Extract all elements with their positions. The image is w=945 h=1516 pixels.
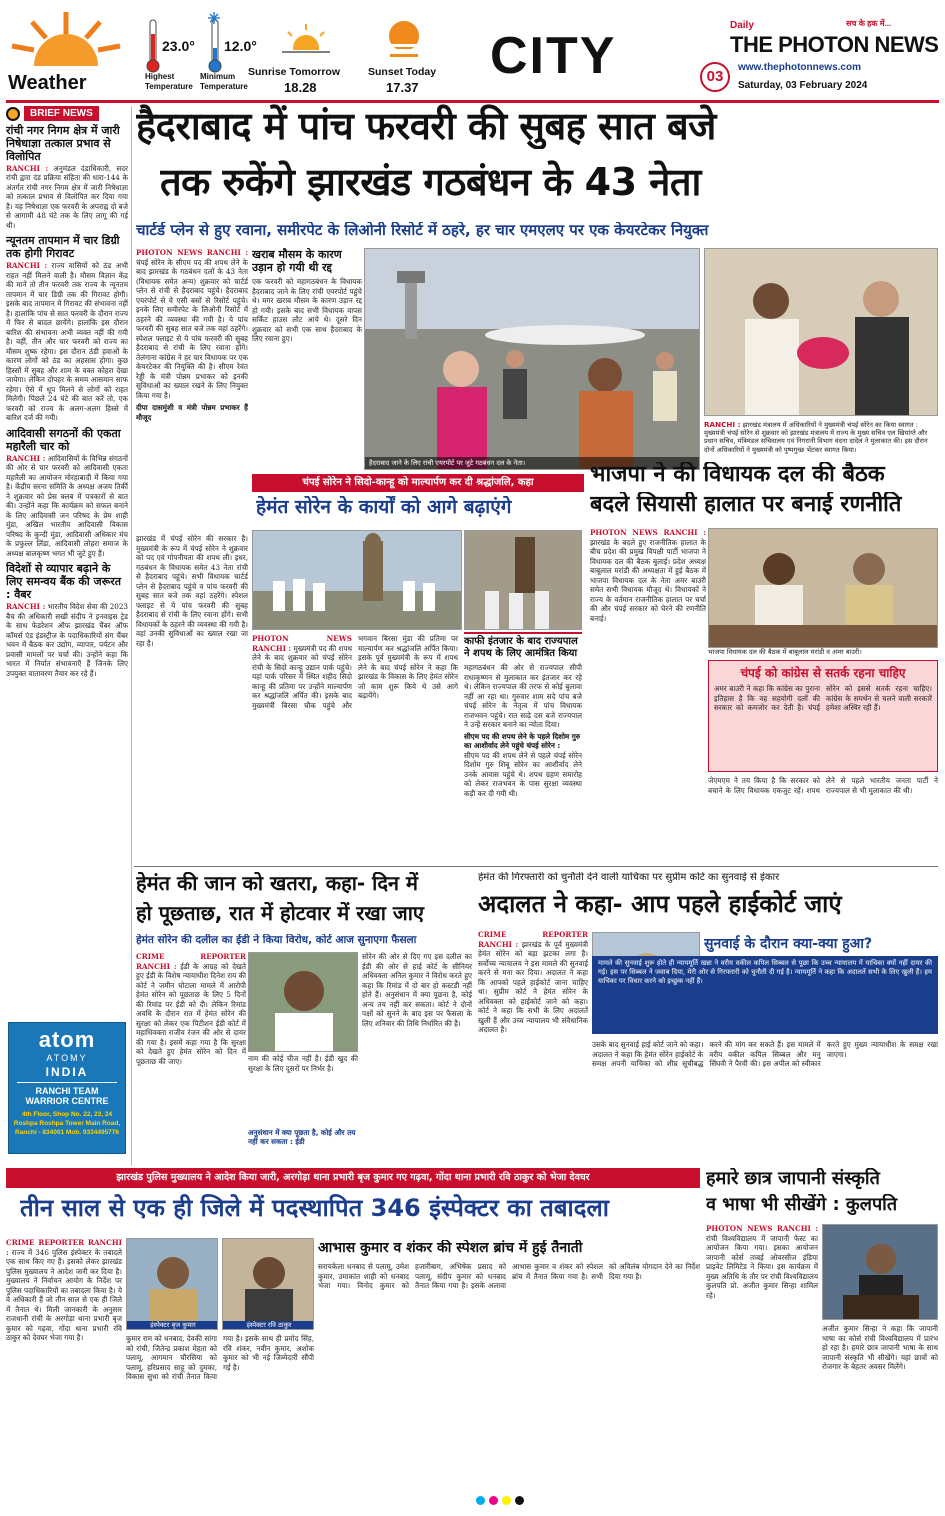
temp-high: 23.0°	[162, 38, 195, 54]
sunrise-label: Sunrise Tomorrow	[248, 66, 340, 78]
aabhas-headline: आभास कुमार व शंकर की स्पेशल ब्रांच में हुई तैनाती	[318, 1240, 583, 1256]
website-link[interactable]: www.thephotonnews.com	[738, 62, 861, 73]
temp-low-label: Minimum Temperature	[200, 72, 248, 91]
dateline: RANCHI :	[6, 261, 48, 271]
brief-item	[6, 428, 128, 558]
sc-box-body: मामले की सुनवाई शुरू होते ही न्यायमूर्ति खन्ना ने वरीय वकील कपिल सिब्बल से पूछा कि उच्च न्यायालय में याचिका क्यों नहीं दायर की गई। इस पर सिब्बल ने जवाब दिया, मेरी ओर से गिरफ्तारी को चुनौती दी गई है। न्यायमूर्ति ने कहा कि अदालतें सभी के लिए खुली हैं। हम याचिका पर विचार करने को इच्छुक नहीं हैं।	[598, 959, 932, 985]
ed-body: CRIME REPORTER RANCHI : ईडी के आग्रह को देखते हुए ईडी के विशेष न्यायाधीश दिनेश राय की कोर्ट ने जमीन घोटाला मामले में आरोपी हेमंत सोरेन को पूछताछ के लिए 5 दिनों की रिमांड पर ईडी को दी। लेकिन रिमांड अवधि के दौरान रात में हेमंत सोरेन की सुरक्षा को लेकर एक पिटीशन ईडी कोर्ट में महाधिवक्ता राजीव रंजन की ओर से दायर की गया है। इसमें कहा गया है कि सुरक्षा को देखते हुए हेमंत सोरेन को दिन में पूछताछ की जाए।	[136, 952, 246, 1066]
section-rule	[134, 866, 938, 867]
bjp-body: PHOTON NEWS RANCHI : झारखंड के बदले हुए राजनीतिक हालात के बीच प्रदेश की प्रमुख विपक्षी पार्टी भाजपा ने विधायक दल की बैठक बुलाई। प्रदेश अध्यक्ष बाबूलाल मरांडी की अध्यक्षता में हुई बैठक में भाजपा विधायक दल के नेता अमर बाउरी समेत सभी विधायक मौजूद थे। विधायकों ने राज्य के वर्तमान राजनीतिक हालात पर चर्चा की और चंपई सरकार को घेरने की रणनीति बनाई।	[590, 528, 706, 623]
thermometer-icon	[208, 18, 222, 74]
box-headline: खराब मौसम के कारण उड़ान हो गयी थी रद्द	[252, 248, 342, 275]
cm-welcome-photo-image	[705, 249, 938, 416]
ad-line2: WARRIOR CENTRE	[25, 1096, 109, 1106]
brief-item	[6, 125, 128, 230]
brief-column	[6, 106, 128, 1171]
lead-subheadline: चार्टर्ड प्लेन से हुए रवाना, समीरपेट के लिओनी रिसोर्ट में ठहरे, हर चार एमएलए पर एक केयरटेकर नियुक्त	[136, 222, 709, 239]
inspector-braj-photo-image	[127, 1239, 218, 1330]
police-band: झारखंड पुलिस मुख्यालय ने आदेश किया जारी, अरगोड़ा थाना प्रभारी बृज कुमार गए गढ़वा, गोंदा थाना प्रभारी रवि ठाकुर को भेजा देवघर	[6, 1168, 700, 1188]
police-headline: तीन साल से एक ही जिले में पदस्थापित 346 इंस्पेक्टर का तबादला	[20, 1194, 610, 1222]
airport-photo-image	[365, 249, 700, 470]
ed-photo-caption: नाम की कोई चीज नहीं है। ईडी खुद की सुरक्षा के लिए दूसरों पर निर्भर है।	[248, 1054, 358, 1073]
inspector-ravi-photo	[222, 1238, 314, 1330]
masthead-rule	[6, 100, 939, 103]
bjp-headline-2: बदले सियासी हालात पर बनाई रणनीति	[590, 492, 902, 517]
bjp-photo-image	[709, 529, 938, 648]
sunset-label: Sunset Today	[368, 66, 437, 78]
governor-headline: काफी इंतजार के बाद राज्यपाल ने शपथ के लिए आमंत्रित किया	[464, 632, 582, 660]
inspector-ravi-photo-image	[223, 1239, 314, 1330]
brief-headline: न्यूनतम तापमान में चार डिग्री तक होगी गिरावट	[6, 234, 120, 261]
statue-photo-image	[253, 531, 462, 630]
daily-label: Daily	[730, 20, 754, 31]
ed-subhead: अनुसंधान में क्या पूछता है, कोई और तय नहीं कर सकता : ईडी	[248, 1128, 356, 1147]
sc-body-2: उसके बाद सुनवाई हाई कोर्ट जाने को कहा। अदालत ने कहा कि हेमंत सोरेन हाईकोर्ट के समक्ष अपनी याचिका को शीघ्र सूचीबद्ध करने की मांग कर सकते हैं। इस मामले में वरीय वकील कपिल सिब्बल और मनु सिंघवी ने पैरवी की। इस अपील को स्वीकार करते हुए मुख्य न्यायाधीश के समक्ष रखा जाएगा।	[592, 1040, 938, 1068]
paper-tagline: सच के हक में...	[846, 19, 892, 28]
sc-box	[592, 956, 938, 1034]
news-icon	[6, 107, 20, 121]
issue-date: Saturday, 03 February 2024	[738, 80, 868, 91]
sc-headline: अदालत ने कहा- आप पहले हाईकोर्ट जाएं	[478, 890, 842, 918]
japan-headline-1: हमारे छात्र जापानी संस्कृति	[706, 1168, 880, 1189]
brief-headline: रांची नगर निगम क्षेत्र में जारी निषेधाज्ञा तत्काल प्रभाव से विलोपित	[6, 124, 120, 163]
brief-headline: आदिवासी सगठनों की एकता महारैली चार को	[6, 426, 121, 453]
lead-headline-2: तक रुकेंगे झारखंड गठबंधन के 43 नेता	[160, 160, 701, 204]
brief-body: भारतीय विदेश सेवा की 2023 बैच की अधिकारी सखी संदीप ने इनवाइस ट्रेड के साथ फेडरेशन ऑफ झारखंड चैंबर ऑफ कॉमर्स एंड इंडस्ट्रीज के पदाधिकारियों संग चैंबर भवन में बैठक कर उद्योग, व्यापार, पर्यटन और प्रवासी मामलों पर चर्चा की। उन्होंने कहा कि भारत में निर्यात संभावनाएँ हैं जिनके लिए उपयुक्त वातावरण तैयार कर रहे हैं।	[6, 602, 128, 678]
bjp-box-headline: चंपई को कांग्रेस से सतर्क रहना चाहिए	[740, 666, 906, 680]
cm-welcome-caption: RANCHI : झारखंड मंत्रालय में अधिकारियों ने मुख्यमंत्री चंपई सोरेन का किया स्वागत : मुख्यमंत्री चंपई सोरेन से शुक्रवार को झारखंड मंत्रालय में राज्य के मुख्य सचिव एल खियांग्ते और प्रधान सचिव, मंत्रिमंडल सचिवालय एवं निगरानी विभाग वंदना दादेल ने मुलाकात की। इस दौरान दोनों अधिकारियों ने मुख्यमंत्री को पुष्पगुच्छ भेंटकर स्वागत किया।	[704, 420, 928, 454]
brief-label: BRIEF NEWS	[6, 106, 128, 121]
sunrise-icon	[276, 22, 336, 62]
hemant-photo	[248, 952, 358, 1052]
sc-kicker: हेमंत की गिरफ्तारी को चुनौती देने वाली याचिका पर सुप्रीम कोर्ट का सुनवाई से इंकार	[478, 872, 780, 883]
cm-welcome-photo	[704, 248, 938, 416]
inspector-braj-photo	[126, 1238, 218, 1330]
box-body: एक फरवरी को महागठबंधन के विधायक हैदराबाद जाने के लिए रांची एयरपोर्ट पहुंचे थे। मगर खराब मौसम के कारण उड़ान रद्द हो गयी। इसके बाद सभी विधायक वापस सर्किट हाउस लौट आये थे। दूसरे दिन शुक्रवार को सभी एक साथ हैदराबाद के लिए रवाना हुए।	[252, 277, 362, 344]
bjp-box-body: अमर बाउरी ने कहा कि कांग्रेस का पुराना इतिहास है कि वह सहयोगी दलों की सरकार को कमजोर कर देती है। चंपई सोरेन को इससे सतर्क रहना चाहिए। कांग्रेस के समर्थन से चलने वाली सरकारें हमेशा अस्थिर रही हैं।	[714, 684, 932, 712]
ed-headline-1: हेमंत की जान को खतरा, कहा- दिन में	[136, 872, 418, 895]
ad-line1: RANCHI TEAM	[35, 1086, 99, 1096]
governor-box	[464, 632, 582, 864]
bjp-box	[708, 660, 938, 772]
tribute-photo-image	[465, 531, 582, 630]
weather-label: Weather	[8, 72, 87, 94]
dateline: RANCHI :	[6, 453, 46, 463]
bjp-photo-caption: भाजपा विधायक दल की बैठक में बाबूलाल मरांडी व अमर बाउरी।	[708, 648, 862, 656]
temp-low: 12.0°	[224, 38, 257, 54]
dateline: PHOTON NEWS RANCHI :	[136, 248, 248, 257]
sunset-time: 17.37	[386, 80, 419, 95]
ed-headline-2: हो पूछताछ, रात में होटवार में रखा जाए	[136, 902, 424, 925]
sc-box-headline: सुनवाई के दौरान क्या-क्या हुआ?	[704, 936, 873, 952]
ed-body-2: सोरेन की ओर से दिए गए इस दलील का ईडी की ओर से हाई कोर्ट के सीनियर अधिवक्ता अनिल कुमार ने विरोध करते हुए कहा कि रिमांड में दो बार हो कस्टडी नहीं होते हैं। अनुसंधान में क्या पूछना है, कोई अन्य तय नहीं कर सकता। कोर्ट ने दोनों पक्षों को सुनने के बाद इस पर फैसला के लिए शनिवार की तिथि निर्धारित की है।	[362, 952, 472, 1028]
brief-body: आदिवासियों के विभिन्न संगठनों की ओर से चार फरवरी को आदिवासी एकता महारैली का आयोजन मोरहाबादी में किया गया है। केंद्रीय सरना समिति के अध्यक्ष अजय तिर्की ने शुक्रवार को प्रेस क्लब में पत्रकारों से बात की। उन्होंने कहा कि कार्यक्रम को सफल बनाने के लिए आदिवासी जन परिषद के प्रेम शाही मुंडा, अखिल भारतीय आदिवासी विकास परिषद के कुन्दी मुंडा, आदिवासी अधिकार मंच के प्रफुल्ल लिंडा, आदिवासी लोहरा समाज के अध्यक्ष बालकृष्ण भगत भी जुटे हुए हैं।	[6, 453, 128, 558]
bjp-headline-1: भाजपा ने की विधायक दल की बैठक	[590, 462, 885, 487]
governor-body: महागठबंधन की ओर से राज्यपाल सीपी राधाकृष्णन से मुलाकात कर इंतजार कर रहे थे। लेकिन राज्यपाल की तरफ से कोई बुलावा नहीं आ रहा था। गुरुवार शाम सदे पांच बजे चंपई सोरेन के नेतृत्व में पांच विधायक राजभवन पहुंचे। रात साढ़े दस बजे राज्यपाल ने उन्हें सरकार बनाने का न्योता दिया।	[464, 663, 582, 730]
print-color-bar	[200, 1496, 800, 1506]
ad-brand-sub: ATOMY	[46, 1053, 88, 1063]
hemant-headline: हेमंत सोरेन के कार्यों को आगे बढ़ाएंगे	[256, 496, 512, 518]
masthead	[0, 0, 945, 100]
dateline: RANCHI :	[6, 163, 49, 173]
lead-column-1b	[136, 534, 248, 864]
vc-photo-image	[823, 1225, 938, 1320]
japan-headline-2: व भाषा भी सीखेंगे : कुलपति	[706, 1194, 898, 1215]
hemant-body: PHOTON NEWS RANCHI : मुख्यमंत्री पद की शपथ लेने के बाद शुक्रवार को चंपई सोरेन रांची के सिदो कान्हू उद्यान पार्क पहुंचे। यहां पार्क परिसर में स्थित शहीद सिदो कान्हू की प्रतिमा पर उन्होंने माल्यार्पण कर श्रद्धांजलि अर्पित की। इसके बाद मुख्यमंत्री बिरसा चौक पहुंचे और भगवान बिरसा मुंडा की प्रतिमा पर माल्यार्पण कर श्रद्धांजलि अर्पित किया। इसके पूर्व मुख्यमंत्री के रूप में शपथ लेने के बाद चंपई सोरेन ने कहा कि झारखंड के विकास के लिए हेमंत सोरेन जो काम शुरू किये थे उसे आगे बढ़ायेंगे।	[252, 634, 458, 710]
brief-item	[6, 563, 128, 678]
brief-body: राज्य वासियों को ठंड अभी राहत नहीं मिलने वाली है। मौसम विज्ञान केंद्र की मानें तो तीन फरवरी तक राज्य के न्यूनतम तापमान में चार डिग्री तक की गिरावट होगी। इसके बाद तापमान में गिरावट की संभावना नहीं है। हालांकि पांच से सात फरवरी के दौरान राज्य में फिर से बादल छायेंगे। हालांकि इस दौरान बारिश की संभावना अभी व्यक्त नहीं की गयी है। वहीं, तीन और चार फरवरी को राज्य का मौसम शुष्क रहेगा। इस दौरान ठंडी हवाओं के कारण लोगों को ठंड का अहसास होगा। कुछ हिस्सों में सुबह और शाम के वक्त कोहरा देखा जायेगा। लेकिन दोपहर के समय आसमान साफ रहेगा। ऐसे में धूप मिलने से लोगों को राहत मिलेगी। पिछले 24 घंटे की बात करें तो, एक फरवरी को राज्य के अलग-अलग हिस्से में बारिश दर्ज की गयी।	[6, 261, 128, 423]
sunset-icon	[374, 16, 434, 62]
airport-photo	[364, 248, 700, 470]
brief-headline: विदेशों से व्यापार बढ़ाने के लिए समन्वय बैंक की जरूरत : वैबर	[6, 562, 122, 602]
ad-country: INDIA	[45, 1065, 89, 1079]
sc-body: CRIME REPORTER RANCHI : झारखंड के पूर्व मुख्यमंत्री हेमंत सोरेन को बड़ा झटका लगा है। सर्वोच्च न्यायालय ने इस मामले की सुनवाई करने से मना कर दिया। अदालत ने कहा कि आपको पहले हाईकोर्ट जाना चाहिए था। सुप्रीम कोर्ट ने हेमंत सोरेन के अधिवक्ता को हाईकोर्ट जाने को कहा। कोर्ट ने कहा कि सभी के लिए अदालतें खुली हैं और उच्च न्यायालय भी संवैधानिक अदालत है।	[478, 930, 588, 1034]
hemant-photo-image	[249, 953, 358, 1052]
section-title: CITY	[490, 27, 617, 85]
paper-name: THE PHOTON NEWS	[730, 32, 939, 57]
vc-photo	[822, 1224, 938, 1320]
statue-photo	[252, 530, 462, 630]
ed-subheadline: हेमंत सोरेन की दलील का ईडी ने किया विरोध, कोर्ट आज सुनाएगा फैसला	[136, 934, 417, 946]
ad-address: 4th Floor, Shop No. 22, 23, 24 Roshpa Roshpa Tower Main Road, Ranchi - 834001 Mob. 9334495776	[13, 1111, 121, 1136]
inspector-braj-caption: इंस्पेक्टर बृज कुमार	[127, 1321, 218, 1329]
brief-item	[6, 235, 128, 422]
ad-brand: atom	[38, 1027, 96, 1052]
inspector-ravi-caption: इंस्पेक्टर रवि ठाकुर	[223, 1321, 314, 1329]
bjp-photo	[708, 528, 938, 648]
weather-box	[252, 248, 362, 458]
japan-body: PHOTON NEWS RANCHI : रांची विश्वविद्यालय में जापानी फेस्ट का आयोजन किया गया। इसका आयोजन जापानी कोर्स ताबई ओवरसीज इंडिया प्राइवेट लिमिटेड ने किया। इस कार्यक्रम में मुख्य अतिथि के तौर पर रांची विश्वविद्यालय कुलपति प्रो. अजीत कुमार सिन्हा शामिल रहे।	[706, 1224, 818, 1300]
photo-caption: हैदराबाद जाने के लिए रांची एयरपोर्ट पर जुटे गठबंधन दल के नेता।	[365, 457, 700, 469]
lead-headline-1: हैदराबाद में पांच फरवरी की सुबह सात बजे	[136, 104, 716, 148]
sunrise-time: 18.28	[284, 80, 317, 95]
lead-subhead: दीपा दासमुंशी व मंत्री पोन्नम प्रभाकर हैं मौजूद	[136, 403, 248, 422]
police-body-2: कुमार राम को धनबाद, देवकी सांगा को रांची, जितेन्द्र प्रकाश मेहता को पलामू, आगमान चौरसिया को पलामू, हरिप्रसाद साहू को दुमका, विकास सुधा को रांची तैनात किया गया है। इसके साथ ही प्रमोद सिंह, रवि शंकर, नवीन कुमार, अशोक कुमार को भी नई जिम्मेदारी सौंपी गई है।	[126, 1334, 314, 1381]
hemant-band: चंपई सोरेन ने सिदो-कान्हू को माल्यार्पण कर दी श्रद्धांजलि, कहा	[252, 474, 584, 492]
snowflake-icon	[208, 12, 220, 24]
temp-high-label: Highest Temperature	[145, 72, 193, 91]
aabhas-body: सरायकेला धनबाद से पलामू, उमेश कुमार, उमाकांत शाही को धनबाद भेजा गया। विनोद कुमार को हजारीबाग, अभिषेक प्रसाद को पलामू, संदीप कुमार को धनबाद तैनात किया गया है। इसके अलावा आभास कुमार व शंकर को स्पेशल ब्रांच में तैनात किया गया है। सभी को अविलंब योगदान देने का निर्देश दिया गया है।	[318, 1262, 700, 1290]
thermometer-icon	[146, 18, 160, 74]
column-divider	[131, 106, 132, 1166]
governor-body-2: सीएम पद की शपथ लेने से पहले चंपई सोरेन दिशोम गुरु शिबू सोरेन का आशीर्वाद लेने उनके आवास पहुंचे थे। शपथ ग्रहण समारोह को लेकर राजभवन के पास सुरक्षा व्यवस्था कड़ी कर दी गयी थी।	[464, 750, 582, 798]
japan-body-2: अजीत कुमार सिन्हा ने कहा कि जापानी भाषा का कोर्स रांची विश्वविद्यालय में प्रारंभ हो रहा है। हमारे छात्र जापानी भाषा के साथ जापानी संस्कृति भी सीखेंगे। यहां छात्रों को रोजगार के बेहतर अवसर मिलेंगे।	[822, 1324, 938, 1371]
bjp-body-2: जेएमएम ने तय किया है कि सरकार को बचाने के लिए विधायक एकजुट रहें। शपथ लेने से पहले भारतीय जनता पार्टी ने राज्यपाल से भी मुलाकात की थी।	[708, 776, 938, 795]
brief-body: अनुमंडल दंडाधिकारी, सदर रांची द्वारा दंड प्रक्रिया संहिता की धारा-144 के अंतर्गत रांची नगर निगम क्षेत्र में जारी निषेधाज्ञा को तत्काल प्रभाव से विलोपित कर दिया गया है। यह निषेधाज्ञा एक फरवरी के अपराह्न दो बजे से आगामी 48 घंटे तक के लिए लागू की गई थी।	[6, 163, 128, 230]
tribute-photo	[464, 530, 582, 630]
lead-body-2: झारखंड में चंपई सोरेन की सरकार है। मुख्यमंत्री के रूप में चंपई सोरेन ने शुक्रवार को पद एवं गोपनीयता की शपथ ली। इधर, गठबंधन के विधायक समेत 43 नेता रांची से हैदराबाद पहुंचे। सभी विधायक चार्टर्ड प्लेन से हैदराबाद पहुंचे व पांच फरवरी की सुबह सात बजे तक वहां ठहरेंगे। स्पेशल फ्लाइट से ये पांच फरवरी की सुबह हैदराबाद से रांची के लिए रवाना होंगे। सभी विधायकों के ठहरने की व्यवस्था की गयी है। वहां उनकी सुविधाओं का ख्याल रखा जा रहा है।	[136, 534, 248, 648]
dateline: RANCHI :	[6, 602, 46, 612]
police-body: CRIME REPORTER RANCHI : राज्य में 346 पुलिस इंस्पेक्टर के तबादले एक साथ किए गए हैं। इसको लेकर झारखंड पुलिस मुख्यालय ने आदेश जारी कर दिया है। मुख्यालय ने निर्वाचन आयोग के निर्देश पर पुलिस पदाधिकारियों का तबादला किया है। ये वे अधिकारी हैं जो तीन साल से एक ही जिले में तैनात थे। मिली जानकारी के अनुसार राजधानी रांची के अरगोड़ा थाना प्रभारी बृज कुमार को गढ़वा, गोंदा थाना प्रभारी रवि ठाकुर को देवघर भेजा गया है।	[6, 1238, 122, 1342]
lead-body: चंपई सोरेन के सीएम पद की शपथ लेने के बाद झारखंड के गठबंधन दलों के 43 नेता (विधायक समेत अन्य) शुक्रवार को चार्टर्ड प्लेन से रांची से हैदराबाद पहुंचे। हैदराबाद एयरपोर्ट से वे एसी बसों से रिसोर्ट पहुंचे। इनके लिए समीरपेट के लिओनी रिसोर्ट में ठहरने की व्यवस्था की गयी है। ये पांच फरवरी की सुबह सात बजे तक वहां ठहरेंगे। स्पेशल फ्लाइट से ये पांच फरवरी की सुबह हैदराबाद से रांची के लिए रवाना होंगे। तेलंगाना कांग्रेस ने हर चार विधायक पर एक केयरटेकर की नियुक्ति की है। सीएम रेवंत रेड्डी के मंत्री पोन्नम प्रभाकर को इनकी सुविधाओं का ख्याल रखने के लिए नियुक्त किया गया है।	[136, 257, 248, 400]
page-number: 03	[700, 62, 730, 92]
governor-subhead: सीएम पद की शपथ लेने के पहले दिशोम गुरु का आशीर्वाद लेने पहुंचे चंपई सोरेन :	[464, 731, 581, 751]
advertisement[interactable]	[8, 1022, 126, 1154]
